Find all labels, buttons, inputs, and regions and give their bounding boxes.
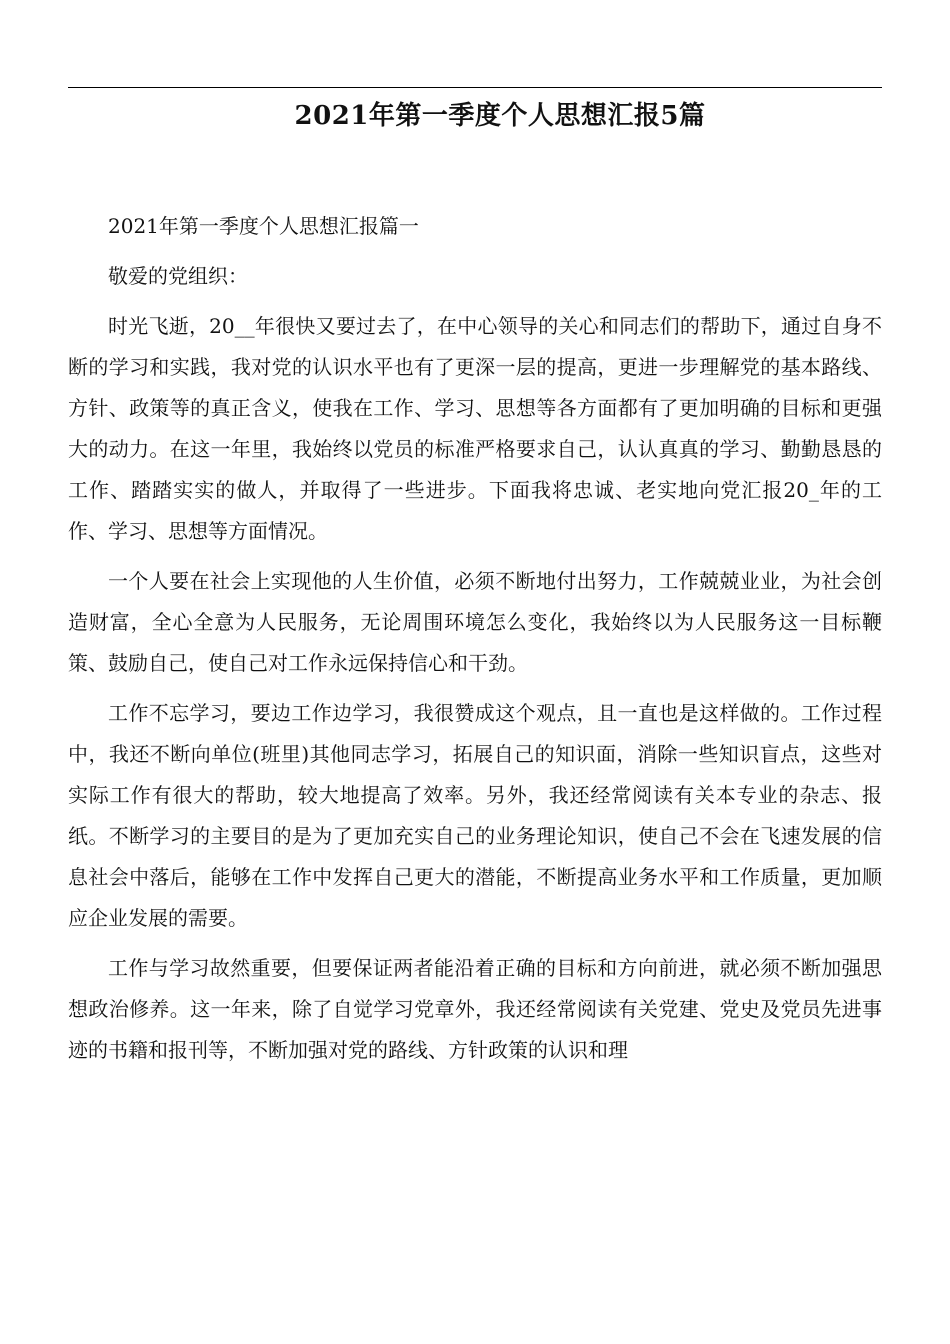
document-body	[68, 206, 882, 1080]
salutation: 敬爱的党组织：	[108, 264, 248, 288]
paragraph: 时光飞逝，20__年很快又要过去了，在中心领导的关心和同志们的帮助下，通过自身不断的学习和实践，我对党的认识水平也有了更深一层的提高，更进一步理解党的基本路线、方针、政策等的真正含义，使我在工作、学习、思想等各方面都有了更加明确的目标和更强大的动力。在这一年里，我始终以党员的标准严格要求自己，认认真真的学习、勤勤恳恳的工作、踏踏实实的做人，并取得了一些进步。下面我将忠诚、老实地向党汇报20_年的工作、学习、思想等方面情况。	[68, 314, 882, 543]
header-rule	[68, 87, 882, 88]
paragraph: 工作不忘学习，要边工作边学习，我很赞成这个观点，且一直也是这样做的。工作过程中，我还不断向单位(班里)其他同志学习，拓展自己的知识面，消除一些知识盲点，这些对实际工作有很大的帮助，较大地提高了效率。另外，我还经常阅读有关本专业的杂志、报纸。不断学习的主要目的是为了更加充实自己的业务理论知识，使自己不会在飞速发展的信息社会中落后，能够在工作中发挥自己更大的潜能，不断提高业务水平和工作质量，更加顺应企业发展的需要。	[68, 701, 882, 930]
paragraph: 工作与学习故然重要，但要保证两者能沿着正确的目标和方向前进，就必须不断加强思想政治修养。这一年来，除了自觉学习党章外，我还经常阅读有关党建、党史及党员先进事迹的书籍和报刊等，不断加强对党的路线、方针政策的认识和理	[68, 956, 882, 1062]
section-heading: 2021年第一季度个人思想汇报篇一	[108, 214, 419, 238]
document-title: 2021年第一季度个人思想汇报5篇	[294, 101, 706, 131]
paragraph: 一个人要在社会上实现他的人生价值，必须不断地付出努力，工作兢兢业业，为社会创造财富，全心全意为人民服务，无论周围环境怎么变化，我始终以为人民服务这一目标鞭策、鼓励自己，使自己对工作永远保持信心和干劲。	[68, 569, 882, 675]
